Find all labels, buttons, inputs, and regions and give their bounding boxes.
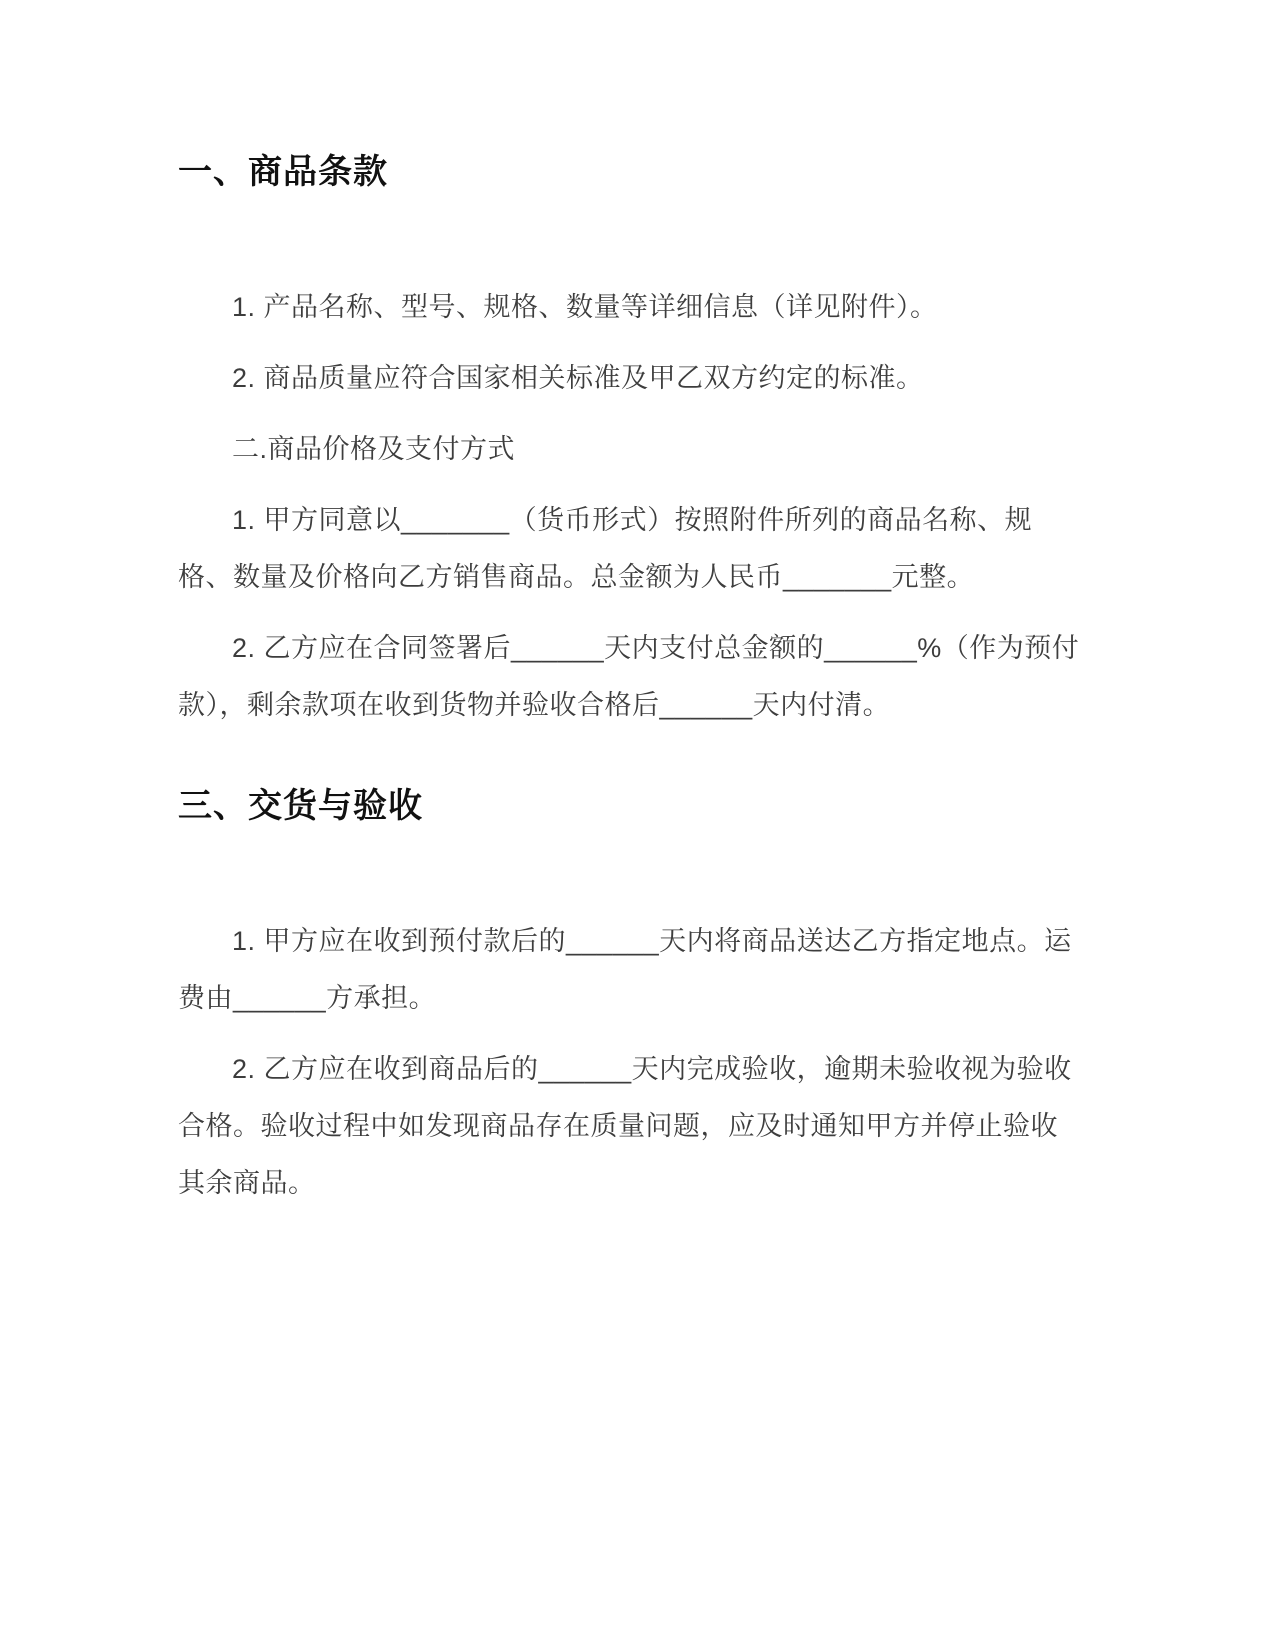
section-heading-goods-terms: 一、商品条款 [178, 153, 388, 191]
paragraph-acceptance-terms: 2. 乙方应在收到商品后的______天内完成验收，逾期未验收视为验收合格。验收过程中如发现商品存在质量问题，应及时通知甲方并停止验收其余商品。 [178, 1054, 1072, 1198]
paragraph-delivery-terms: 1. 甲方应在收到预付款后的______天内将商品送达乙方指定地点。运费由______方承担。 [178, 926, 1072, 1013]
paragraph-quality-standard: 2. 商品质量应符合国家相关标准及甲乙双方约定的标准。 [232, 363, 924, 393]
paragraph-price-currency: 1. 甲方同意以_______（货币形式）按照附件所列的商品名称、规格、数量及价格向乙方销售商品。总金额为人民币_______元整。 [178, 505, 1033, 592]
section-goods-terms [178, 150, 1097, 734]
paragraph-payment-schedule: 2. 乙方应在合同签署后______天内支付总金额的______%（作为预付款），剩余款项在收到货物并验收合格后______天内付清。 [178, 633, 1080, 720]
section-heading-delivery-acceptance: 三、交货与验收 [178, 787, 423, 825]
paragraph-product-details: 1. 产品名称、型号、规格、数量等详细信息（详见附件）。 [232, 292, 938, 322]
subheading-price-and-payment: 二.商品价格及支付方式 [232, 434, 516, 464]
section-delivery-acceptance [178, 784, 1097, 1212]
